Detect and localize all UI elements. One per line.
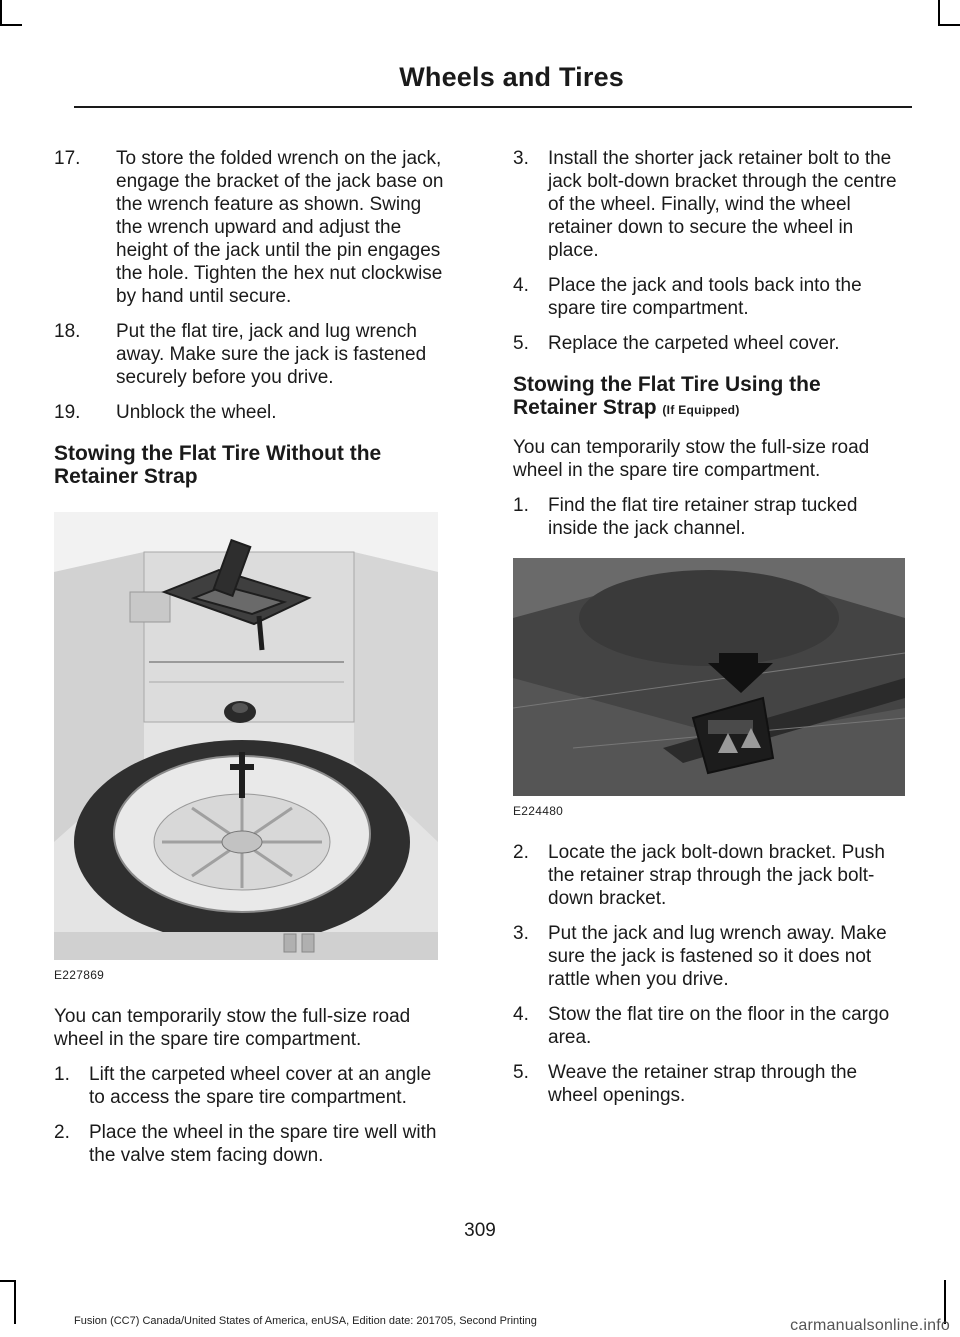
step-text: Weave the retainer strap through the wheel openings. bbox=[548, 1062, 858, 1106]
step-3 bbox=[513, 922, 905, 991]
retainer-strap-illustration bbox=[513, 558, 905, 796]
step-number: 1. bbox=[513, 495, 529, 516]
crop-mark bbox=[0, 24, 22, 26]
step-number: 17. bbox=[54, 148, 81, 169]
step-number: 5. bbox=[513, 333, 529, 354]
step-text: Find the flat tire retainer strap tucked inside the jack channel. bbox=[548, 495, 858, 539]
step-5 bbox=[513, 1061, 905, 1107]
step-1 bbox=[54, 1063, 446, 1109]
crop-mark bbox=[0, 0, 2, 24]
step-text: Place the jack and tools back into the spare tire compartment. bbox=[548, 275, 862, 319]
step-number: 2. bbox=[54, 1122, 70, 1143]
intro-paragraph: You can temporarily stow the full-size road wheel in the spare tire compartment. bbox=[54, 1006, 411, 1050]
step-19 bbox=[54, 401, 446, 424]
watermark: carmanualsonline.info bbox=[790, 1317, 950, 1334]
crop-mark bbox=[938, 24, 960, 26]
footer-edition-info: Fusion (CC7) Canada/United States of America, enUSA, Edition date: 201705, Second Printing bbox=[74, 1315, 537, 1327]
step-3 bbox=[513, 147, 905, 262]
step-1 bbox=[513, 494, 905, 540]
right-column bbox=[513, 147, 905, 1119]
heading-qualifier: (If Equipped) bbox=[662, 403, 740, 417]
step-text: Put the jack and lug wrench away. Make sure the jack is fastened so it does not rattle when you drive. bbox=[548, 923, 887, 990]
crop-mark bbox=[0, 1280, 15, 1282]
intro-paragraph: You can temporarily stow the full-size road wheel in the spare tire compartment. bbox=[513, 437, 870, 481]
step-number: 18. bbox=[54, 321, 81, 342]
step-number: 4. bbox=[513, 275, 529, 296]
step-text: Lift the carpeted wheel cover at an angle to access the spare tire compartment. bbox=[89, 1064, 432, 1108]
step-number: 3. bbox=[513, 923, 529, 944]
step-text: Place the wheel in the spare tire well with the valve stem facing down. bbox=[89, 1122, 437, 1166]
step-text: Replace the carpeted wheel cover. bbox=[548, 333, 840, 354]
section-heading-without-strap: Stowing the Flat Tire Without the Retainer Strap bbox=[54, 442, 382, 488]
crop-mark bbox=[938, 0, 940, 24]
step-number: 3. bbox=[513, 148, 529, 169]
heading-text: Stowing the Flat Tire Using the Retainer Strap bbox=[513, 373, 821, 419]
section-heading-using-strap bbox=[513, 373, 905, 422]
header-divider bbox=[74, 106, 912, 108]
page-title: Wheels and Tires bbox=[399, 62, 624, 92]
left-column bbox=[54, 147, 446, 1179]
page-number: 309 bbox=[464, 1220, 496, 1241]
step-text: To store the folded wrench on the jack, engage the bracket of the jack base on the wrench feature as shown. Swing the wrench upward and adjust the height of the jack until the pin engages the hole. Tighten the hex nut clockwise by hand until secure. bbox=[116, 148, 444, 307]
step-text: Stow the flat tire on the floor in the cargo area. bbox=[548, 1004, 890, 1048]
jack-channel-drawing bbox=[513, 558, 905, 796]
step-2 bbox=[513, 841, 905, 910]
step-5 bbox=[513, 332, 905, 355]
figure-label: E227869 bbox=[54, 968, 105, 982]
figure-label: E224480 bbox=[513, 804, 564, 818]
step-number: 19. bbox=[54, 402, 81, 423]
step-2 bbox=[54, 1121, 446, 1167]
step-number: 4. bbox=[513, 1004, 529, 1025]
step-text: Unblock the wheel. bbox=[116, 402, 277, 423]
step-4 bbox=[513, 274, 905, 320]
step-4 bbox=[513, 1003, 905, 1049]
crop-mark bbox=[14, 1280, 16, 1324]
jack-and-spare-wheel-drawing bbox=[54, 512, 438, 960]
spare-tire-compartment-illustration bbox=[54, 512, 438, 960]
step-text: Install the shorter jack retainer bolt to the jack bolt-down bracket through the centre of the wheel. Finally, wind the wheel retainer down to secure the wheel in place. bbox=[548, 148, 897, 261]
step-17 bbox=[54, 147, 446, 308]
step-number: 1. bbox=[54, 1064, 70, 1085]
step-text: Put the flat tire, jack and lug wrench away. Make sure the jack is fastened securely before you drive. bbox=[116, 321, 427, 388]
step-number: 5. bbox=[513, 1062, 529, 1083]
step-number: 2. bbox=[513, 842, 529, 863]
step-text: Locate the jack bolt-down bracket. Push the retainer strap through the jack bolt-down bracket. bbox=[548, 842, 885, 909]
step-18 bbox=[54, 320, 446, 389]
